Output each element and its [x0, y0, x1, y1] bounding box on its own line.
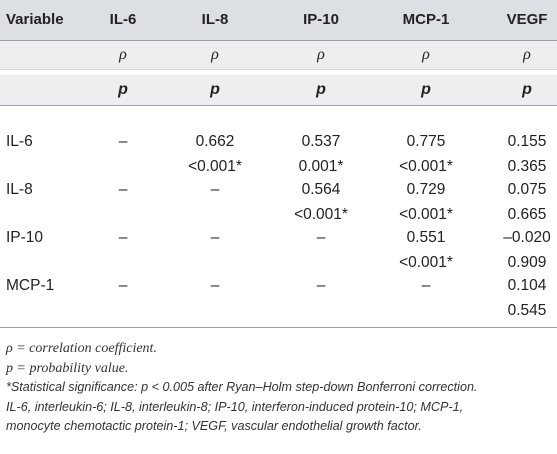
- footnote-abbreviations-1: IL-6, interleukin-6; IL-8, interleukin-8; IP-10, interferon-induced protein-10; MCP-1,: [6, 399, 464, 414]
- rho-cell: –0.020: [503, 229, 551, 246]
- p-cell: <0.001*: [399, 254, 453, 271]
- rho-symbol: ρ: [523, 46, 531, 63]
- rho-symbol: ρ: [422, 46, 430, 63]
- rho-cell: 0.564: [301, 181, 341, 198]
- rho-symbol: ρ: [317, 46, 325, 63]
- column-header-mcp1: MCP-1: [402, 11, 450, 28]
- column-header-il6: IL-6: [109, 11, 137, 28]
- p-cell: <0.001*: [399, 158, 453, 175]
- footnote-abbreviations-2: monocyte chemotactic protein-1; VEGF, vascular endothelial growth factor.: [6, 419, 422, 433]
- p-cell: <0.001*: [399, 206, 453, 223]
- rho-cell: –: [118, 181, 128, 198]
- p-symbol: p: [421, 81, 431, 98]
- rho-cell: 0.104: [507, 277, 547, 294]
- column-header-vegf: VEGF: [506, 11, 548, 28]
- p-symbol: p: [118, 81, 128, 98]
- rho-cell: –: [316, 229, 326, 246]
- p-cell: 0.545: [507, 302, 547, 319]
- column-header-variable: Variable: [6, 11, 64, 28]
- rho-row-band: [0, 40, 557, 69]
- p-cell: 0.909: [507, 254, 547, 271]
- rho-cell: –: [316, 277, 326, 294]
- table-end-rule: [0, 327, 557, 328]
- row-label-il6: IL-6: [6, 133, 33, 150]
- rho-cell: –: [210, 181, 220, 198]
- rho-cell: 0.662: [195, 133, 235, 150]
- rho-cell: –: [210, 277, 220, 294]
- rho-cell: –: [210, 229, 220, 246]
- column-header-ip10: IP-10: [303, 11, 339, 28]
- rho-symbol: ρ: [211, 46, 219, 63]
- header-rule: [0, 40, 557, 41]
- p-row-band: [0, 75, 557, 105]
- p-symbol: p: [522, 81, 532, 98]
- p-cell: <0.001*: [188, 158, 242, 175]
- footnote-rho: ρ = correlation coefficient.: [6, 341, 157, 356]
- p-symbol: p: [316, 81, 326, 98]
- footnote-significance: *Statistical significance: p < 0.005 after Ryan–Holm step-down Bonferroni correction.: [6, 380, 478, 394]
- p-cell: 0.001*: [298, 158, 344, 175]
- footnotes: [6, 339, 554, 437]
- rho-symbol: ρ: [119, 46, 127, 63]
- rho-cell: 0.551: [406, 229, 446, 246]
- row-label-il8: IL-8: [6, 181, 33, 198]
- rho-cell: 0.537: [301, 133, 341, 150]
- rho-cell: –: [118, 133, 128, 150]
- row-label-mcp1: MCP-1: [6, 277, 55, 294]
- row-label-ip10: IP-10: [6, 229, 44, 246]
- rho-cell: 0.775: [406, 133, 446, 150]
- p-cell: <0.001*: [294, 206, 348, 223]
- rho-cell: 0.729: [406, 181, 446, 198]
- rho-cell: 0.155: [507, 133, 547, 150]
- column-header-il8: IL-8: [201, 11, 229, 28]
- rho-cell: –: [118, 229, 128, 246]
- rho-cell: –: [421, 277, 431, 294]
- rho-cell: –: [118, 277, 128, 294]
- rho-cell: 0.075: [507, 181, 547, 198]
- footnote-p: p = probability value.: [6, 360, 129, 376]
- p-cell: 0.665: [507, 206, 547, 223]
- subheader-rule: [0, 105, 557, 106]
- p-symbol: p: [210, 81, 220, 98]
- rho-rule: [0, 69, 557, 70]
- header-band: [0, 0, 557, 40]
- p-cell: 0.365: [507, 158, 547, 175]
